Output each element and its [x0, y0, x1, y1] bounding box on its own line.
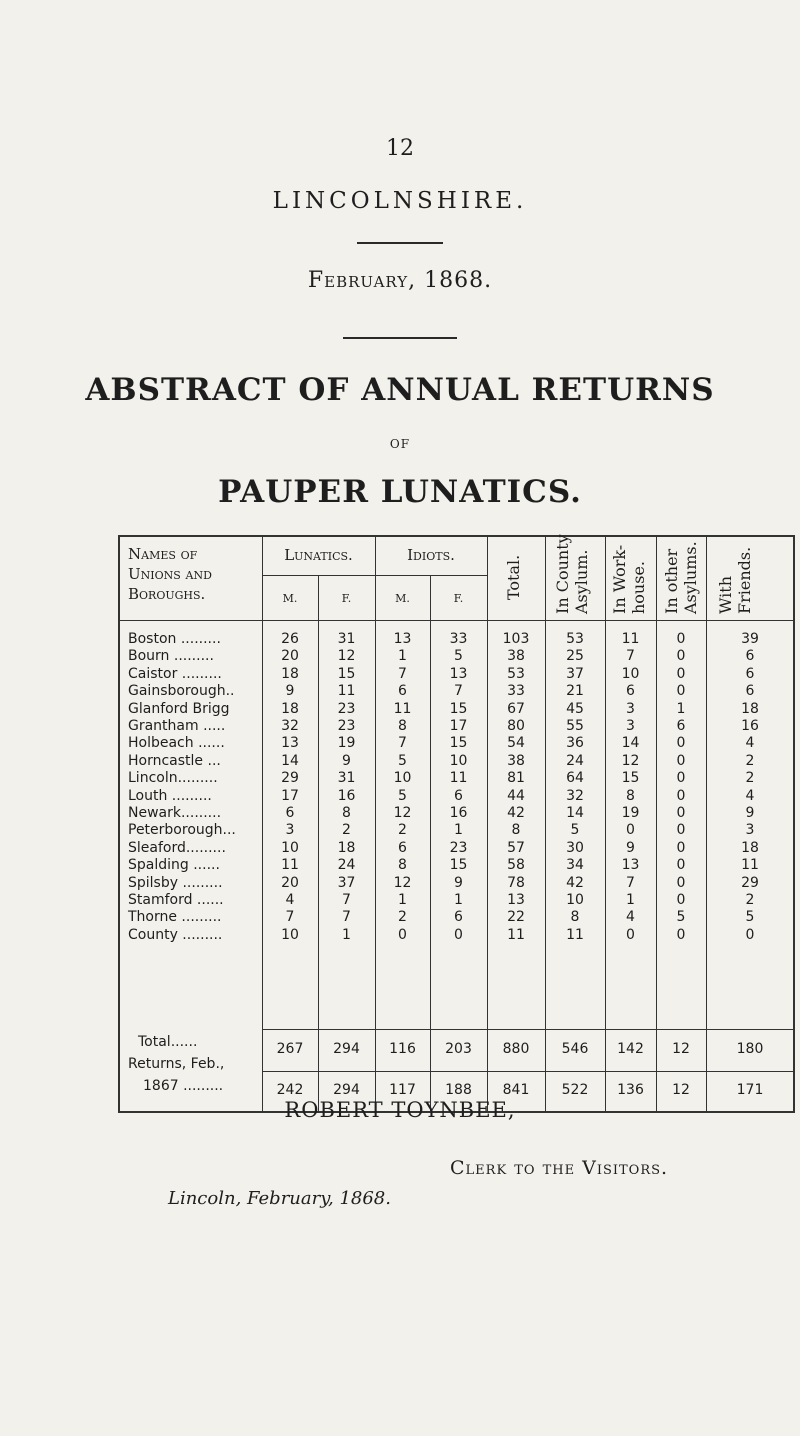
table-cell: 6	[454, 909, 463, 926]
table-cell: 7	[626, 874, 635, 891]
table-cell: 53	[566, 631, 584, 647]
table-cell: 294	[333, 1082, 360, 1098]
table-cell: 9	[285, 683, 295, 700]
table-cell: 17	[449, 718, 468, 734]
table-cell: 8	[398, 718, 407, 734]
table-cell: 9	[745, 805, 755, 821]
table-cell: 7	[454, 683, 463, 700]
table-cell: 2	[342, 822, 351, 839]
table-cell: 7	[342, 892, 351, 908]
row-name: Spilsby .........	[128, 874, 223, 891]
lunatics-m-header: M.	[282, 592, 298, 605]
other-asylums-header-line1: In other	[662, 548, 681, 614]
table-cell: 1	[626, 892, 635, 908]
table-cell: 1	[676, 700, 686, 717]
table-cell: 6	[676, 718, 686, 734]
table-cell: 7	[398, 735, 407, 752]
table-cell: 57	[507, 839, 525, 856]
row-name: Caistor .........	[128, 665, 222, 682]
table-cell: 39	[741, 631, 759, 647]
names-header-line3: Boroughs.	[128, 585, 206, 603]
table-cell: 16	[337, 787, 356, 804]
row-name: Thorne .........	[128, 909, 222, 926]
table-cell: 12	[337, 648, 356, 665]
table-cell: 2	[398, 909, 407, 926]
table-cell: 12	[672, 1082, 690, 1098]
heading-abstract: ABSTRACT OF ANNUAL RETURNS	[85, 372, 715, 408]
clerk-title: Clerk to the Visitors.	[450, 1157, 669, 1179]
table-cell: 15	[449, 857, 468, 874]
table-cell: 38	[507, 648, 525, 665]
table-cell: 6	[745, 648, 755, 665]
table-cell: 15	[337, 665, 356, 682]
friends-header-line2: Friends.	[735, 546, 754, 614]
table-cell: 18	[337, 839, 356, 856]
table-cell: 0	[745, 926, 755, 943]
table-cell: 81	[507, 770, 525, 787]
table-cell: 6	[745, 665, 755, 682]
table-cell: 31	[337, 770, 356, 787]
table-cell: 24	[337, 857, 356, 874]
row-name: Spalding ......	[128, 857, 220, 874]
table-cell: 23	[337, 700, 356, 717]
table-cell: 15	[621, 770, 640, 787]
idiots-m-header: M.	[395, 592, 410, 605]
table-cell: 9	[342, 752, 351, 769]
table-cell: 6	[285, 805, 295, 821]
idiots-header: Idiots.	[407, 546, 455, 564]
table-cell: 37	[566, 665, 584, 682]
table-cell: 18	[741, 839, 759, 856]
table-cell: 25	[566, 648, 584, 665]
table-cell: 294	[333, 1041, 360, 1057]
table-cell: 13	[621, 857, 640, 874]
table-cell: 58	[507, 857, 525, 874]
table-cell: 2	[745, 770, 755, 787]
other-asylums-header	[662, 534, 700, 614]
table-cell: 67	[507, 700, 525, 717]
table-cell: 26	[281, 631, 299, 647]
row-name: Stamford ......	[128, 892, 224, 908]
lunatics-f-header: F.	[341, 592, 352, 605]
returns-label-line2: 1867 .........	[143, 1078, 224, 1094]
table-cell: 34	[566, 857, 584, 874]
row-name: County .........	[128, 926, 223, 943]
table-cell: 24	[566, 752, 584, 769]
table-cell: 5	[398, 752, 407, 769]
table-cell: 33	[449, 631, 468, 647]
table-cell: 4	[626, 909, 635, 926]
signature-name: ROBERT TOYNBEE,	[284, 1098, 516, 1122]
table-cell: 136	[617, 1082, 644, 1098]
table-cell: 7	[626, 648, 635, 665]
table-left-border	[118, 535, 120, 1113]
table-cell: 0	[676, 892, 686, 908]
table-cell: 18	[281, 665, 299, 682]
idiots-f-header: F.	[453, 592, 464, 605]
table-cell: 7	[398, 665, 407, 682]
header-rule	[118, 620, 794, 621]
table-cell: 42	[566, 874, 584, 891]
table-cell: 8	[398, 857, 407, 874]
table-cell: 0	[676, 787, 686, 804]
table-cell: 29	[281, 770, 299, 787]
table-cell: 5	[570, 822, 580, 839]
table-cell: 116	[389, 1041, 416, 1057]
table-cell: 0	[626, 926, 635, 943]
table-cell: 37	[337, 874, 356, 891]
table-cell: 19	[337, 735, 356, 752]
table-cell: 1	[398, 648, 407, 665]
table-cell: 80	[507, 718, 525, 734]
table-cell: 12	[672, 1041, 690, 1057]
table-cell: 0	[676, 839, 686, 856]
names-header-line1: Names of	[128, 545, 198, 563]
table-cell: 2	[398, 822, 407, 839]
table-cell: 6	[454, 787, 463, 804]
table-cell: 15	[449, 700, 468, 717]
table-cell: 5	[454, 648, 463, 665]
table-cell: 11	[337, 683, 356, 700]
table-cell: 117	[389, 1082, 416, 1098]
table-cell: 0	[676, 683, 686, 700]
table-cell: 30	[566, 839, 584, 856]
table-cell: 10	[281, 926, 299, 943]
other-asylums-header-line2: Asylums.	[681, 541, 700, 614]
table-cell: 18	[281, 700, 299, 717]
table-cell: 9	[626, 839, 635, 856]
table-cell: 36	[566, 735, 584, 752]
total-label: Total......	[138, 1034, 198, 1050]
row-name: Horncastle ...	[128, 752, 221, 769]
returns-label-line1: Returns, Feb.,	[128, 1056, 225, 1072]
table-cell: 0	[676, 648, 686, 665]
row-name: Lincoln.........	[128, 770, 218, 787]
table-cell: 9	[454, 874, 463, 891]
table-cell: 31	[337, 631, 356, 647]
table-cell: 103	[502, 631, 530, 647]
table-cell: 0	[676, 770, 686, 787]
table-cell: 14	[566, 805, 584, 821]
table-cell: 242	[276, 1082, 304, 1098]
table-cell: 203	[445, 1041, 472, 1057]
table-cell: 11	[449, 770, 468, 787]
workhouse-header	[610, 534, 648, 614]
county-asylum-header	[553, 534, 591, 614]
table-cell: 880	[502, 1041, 530, 1057]
table-cell: 78	[507, 874, 525, 891]
workhouse-header-line1: In Work-	[610, 544, 629, 614]
table-cell: 20	[281, 648, 299, 665]
table-cell: 21	[566, 683, 584, 700]
table-cell: 10	[449, 752, 468, 769]
table-cell: 5	[398, 787, 407, 804]
report-date: February, 1868.	[307, 268, 493, 293]
row-name: Holbeach ......	[128, 735, 225, 752]
table-cell: 0	[676, 874, 686, 891]
table-cell: 10	[281, 839, 299, 856]
subheader-rule	[262, 575, 487, 576]
table-cell: 4	[745, 787, 755, 804]
table-cell: 32	[281, 718, 299, 734]
table-cell: 29	[741, 874, 759, 891]
table-cell: 20	[281, 874, 299, 891]
table-cell: 11	[741, 857, 759, 874]
table-cell: 45	[566, 700, 584, 717]
table-cell: 0	[676, 631, 686, 647]
table-cell: 8	[342, 805, 351, 821]
table-cell: 188	[445, 1082, 472, 1098]
table-cell: 0	[454, 926, 463, 943]
table-cell: 841	[502, 1082, 530, 1098]
table-cell: 12	[621, 752, 640, 769]
table-cell: 3	[626, 700, 635, 717]
row-name: Sleaford.........	[128, 839, 226, 856]
table-cell: 8	[511, 822, 521, 839]
row-name: Newark.........	[128, 805, 222, 821]
table-cell: 142	[617, 1041, 644, 1057]
table-cell: 0	[676, 857, 686, 874]
table-cell: 19	[621, 805, 640, 821]
table-cell: 3	[285, 822, 295, 839]
table-cell: 546	[561, 1041, 589, 1057]
table-cell: 267	[276, 1041, 304, 1057]
table-cell: 6	[398, 839, 407, 856]
table-cell: 10	[621, 665, 640, 682]
county-asylum-header-line2: Asylum.	[572, 549, 591, 614]
table-cell: 3	[745, 822, 755, 839]
table-cell: 13	[449, 665, 468, 682]
table-cell: 0	[676, 805, 686, 821]
names-header-line2: Unions and	[128, 565, 212, 583]
friends-header-line1: With	[716, 575, 735, 614]
table-cell: 2	[745, 892, 755, 908]
table-cell: 3	[626, 718, 635, 734]
table-cell: 0	[676, 735, 686, 752]
table-cell: 38	[507, 752, 525, 769]
table-cell: 14	[621, 735, 640, 752]
table-cell: 0	[676, 822, 686, 839]
table-cell: 11	[393, 700, 412, 717]
table-cell: 1	[398, 892, 407, 908]
place-date: Lincoln, February, 1868.	[168, 1188, 391, 1209]
divider-rule	[343, 337, 457, 339]
county-asylum-header-line1: In County	[553, 534, 572, 614]
table-cell: 10	[393, 770, 412, 787]
table-cell: 1	[342, 926, 351, 943]
table-cell: 15	[449, 735, 468, 752]
table-cell: 33	[507, 683, 525, 700]
table-cell: 0	[676, 665, 686, 682]
table-cell: 12	[393, 805, 412, 821]
heading-pauper-lunatics: PAUPER LUNATICS.	[218, 474, 582, 510]
table-cell: 522	[561, 1082, 589, 1098]
table-cell: 22	[507, 909, 525, 926]
table-cell: 64	[566, 770, 584, 787]
table-cell: 23	[337, 718, 356, 734]
row-name: Gainsborough..	[128, 683, 235, 700]
table-cell: 13	[507, 892, 525, 908]
total-bottom-rule	[262, 1071, 794, 1072]
heading-of: OF	[389, 437, 411, 451]
table-cell: 14	[281, 752, 299, 769]
table-cell: 16	[449, 805, 468, 821]
table-cell: 6	[745, 683, 755, 700]
friends-header	[716, 534, 754, 614]
names-header	[122, 544, 264, 604]
table-cell: 2	[745, 752, 755, 769]
table-cell: 53	[507, 665, 525, 682]
table-cell: 13	[281, 735, 299, 752]
row-name: Louth .........	[128, 787, 212, 804]
table-cell: 1	[454, 892, 463, 908]
table-cell: 16	[741, 718, 759, 734]
row-name: Grantham .....	[128, 718, 226, 734]
table-cell: 11	[566, 926, 584, 943]
table-cell: 17	[281, 787, 299, 804]
table-cell: 10	[566, 892, 584, 908]
table-cell: 1	[454, 822, 463, 839]
total-header: Total.	[504, 554, 523, 600]
table-cell: 7	[342, 909, 351, 926]
divider-rule	[357, 242, 443, 244]
table-cell: 6	[626, 683, 635, 700]
county-title: LINCOLNSHIRE.	[272, 188, 528, 214]
table-cell: 0	[676, 926, 686, 943]
table-cell: 8	[570, 909, 580, 926]
workhouse-header-line2: house.	[629, 560, 648, 614]
row-name: Boston .........	[128, 631, 221, 647]
table-cell: 55	[566, 718, 584, 734]
table-cell: 32	[566, 787, 584, 804]
table-cell: 44	[507, 787, 525, 804]
page-number: 12	[386, 136, 414, 161]
table-cell: 42	[507, 805, 525, 821]
table-cell: 12	[393, 874, 412, 891]
table-cell: 11	[621, 631, 640, 647]
table-cell: 54	[507, 735, 525, 752]
table-cell: 5	[676, 909, 686, 926]
row-name: Bourn .........	[128, 648, 214, 665]
lunatics-header: Lunatics.	[284, 546, 353, 564]
table-cell: 8	[626, 787, 635, 804]
row-name: Glanford Brigg	[128, 700, 230, 717]
table-cell: 4	[285, 892, 295, 908]
table-cell: 180	[736, 1041, 764, 1057]
table-cell: 4	[745, 735, 755, 752]
table-cell: 5	[745, 909, 755, 926]
table-cell: 11	[507, 926, 525, 943]
table-cell: 0	[676, 752, 686, 769]
table-cell: 171	[736, 1082, 764, 1098]
table-cell: 7	[285, 909, 295, 926]
table-cell: 18	[741, 700, 759, 717]
row-name: Peterborough...	[128, 822, 236, 839]
table-cell: 11	[281, 857, 299, 874]
total-top-rule	[262, 1029, 794, 1030]
table-cell: 0	[626, 822, 635, 839]
table-cell: 23	[449, 839, 468, 856]
table-cell: 0	[398, 926, 407, 943]
table-cell: 6	[398, 683, 407, 700]
table-cell: 13	[393, 631, 412, 647]
